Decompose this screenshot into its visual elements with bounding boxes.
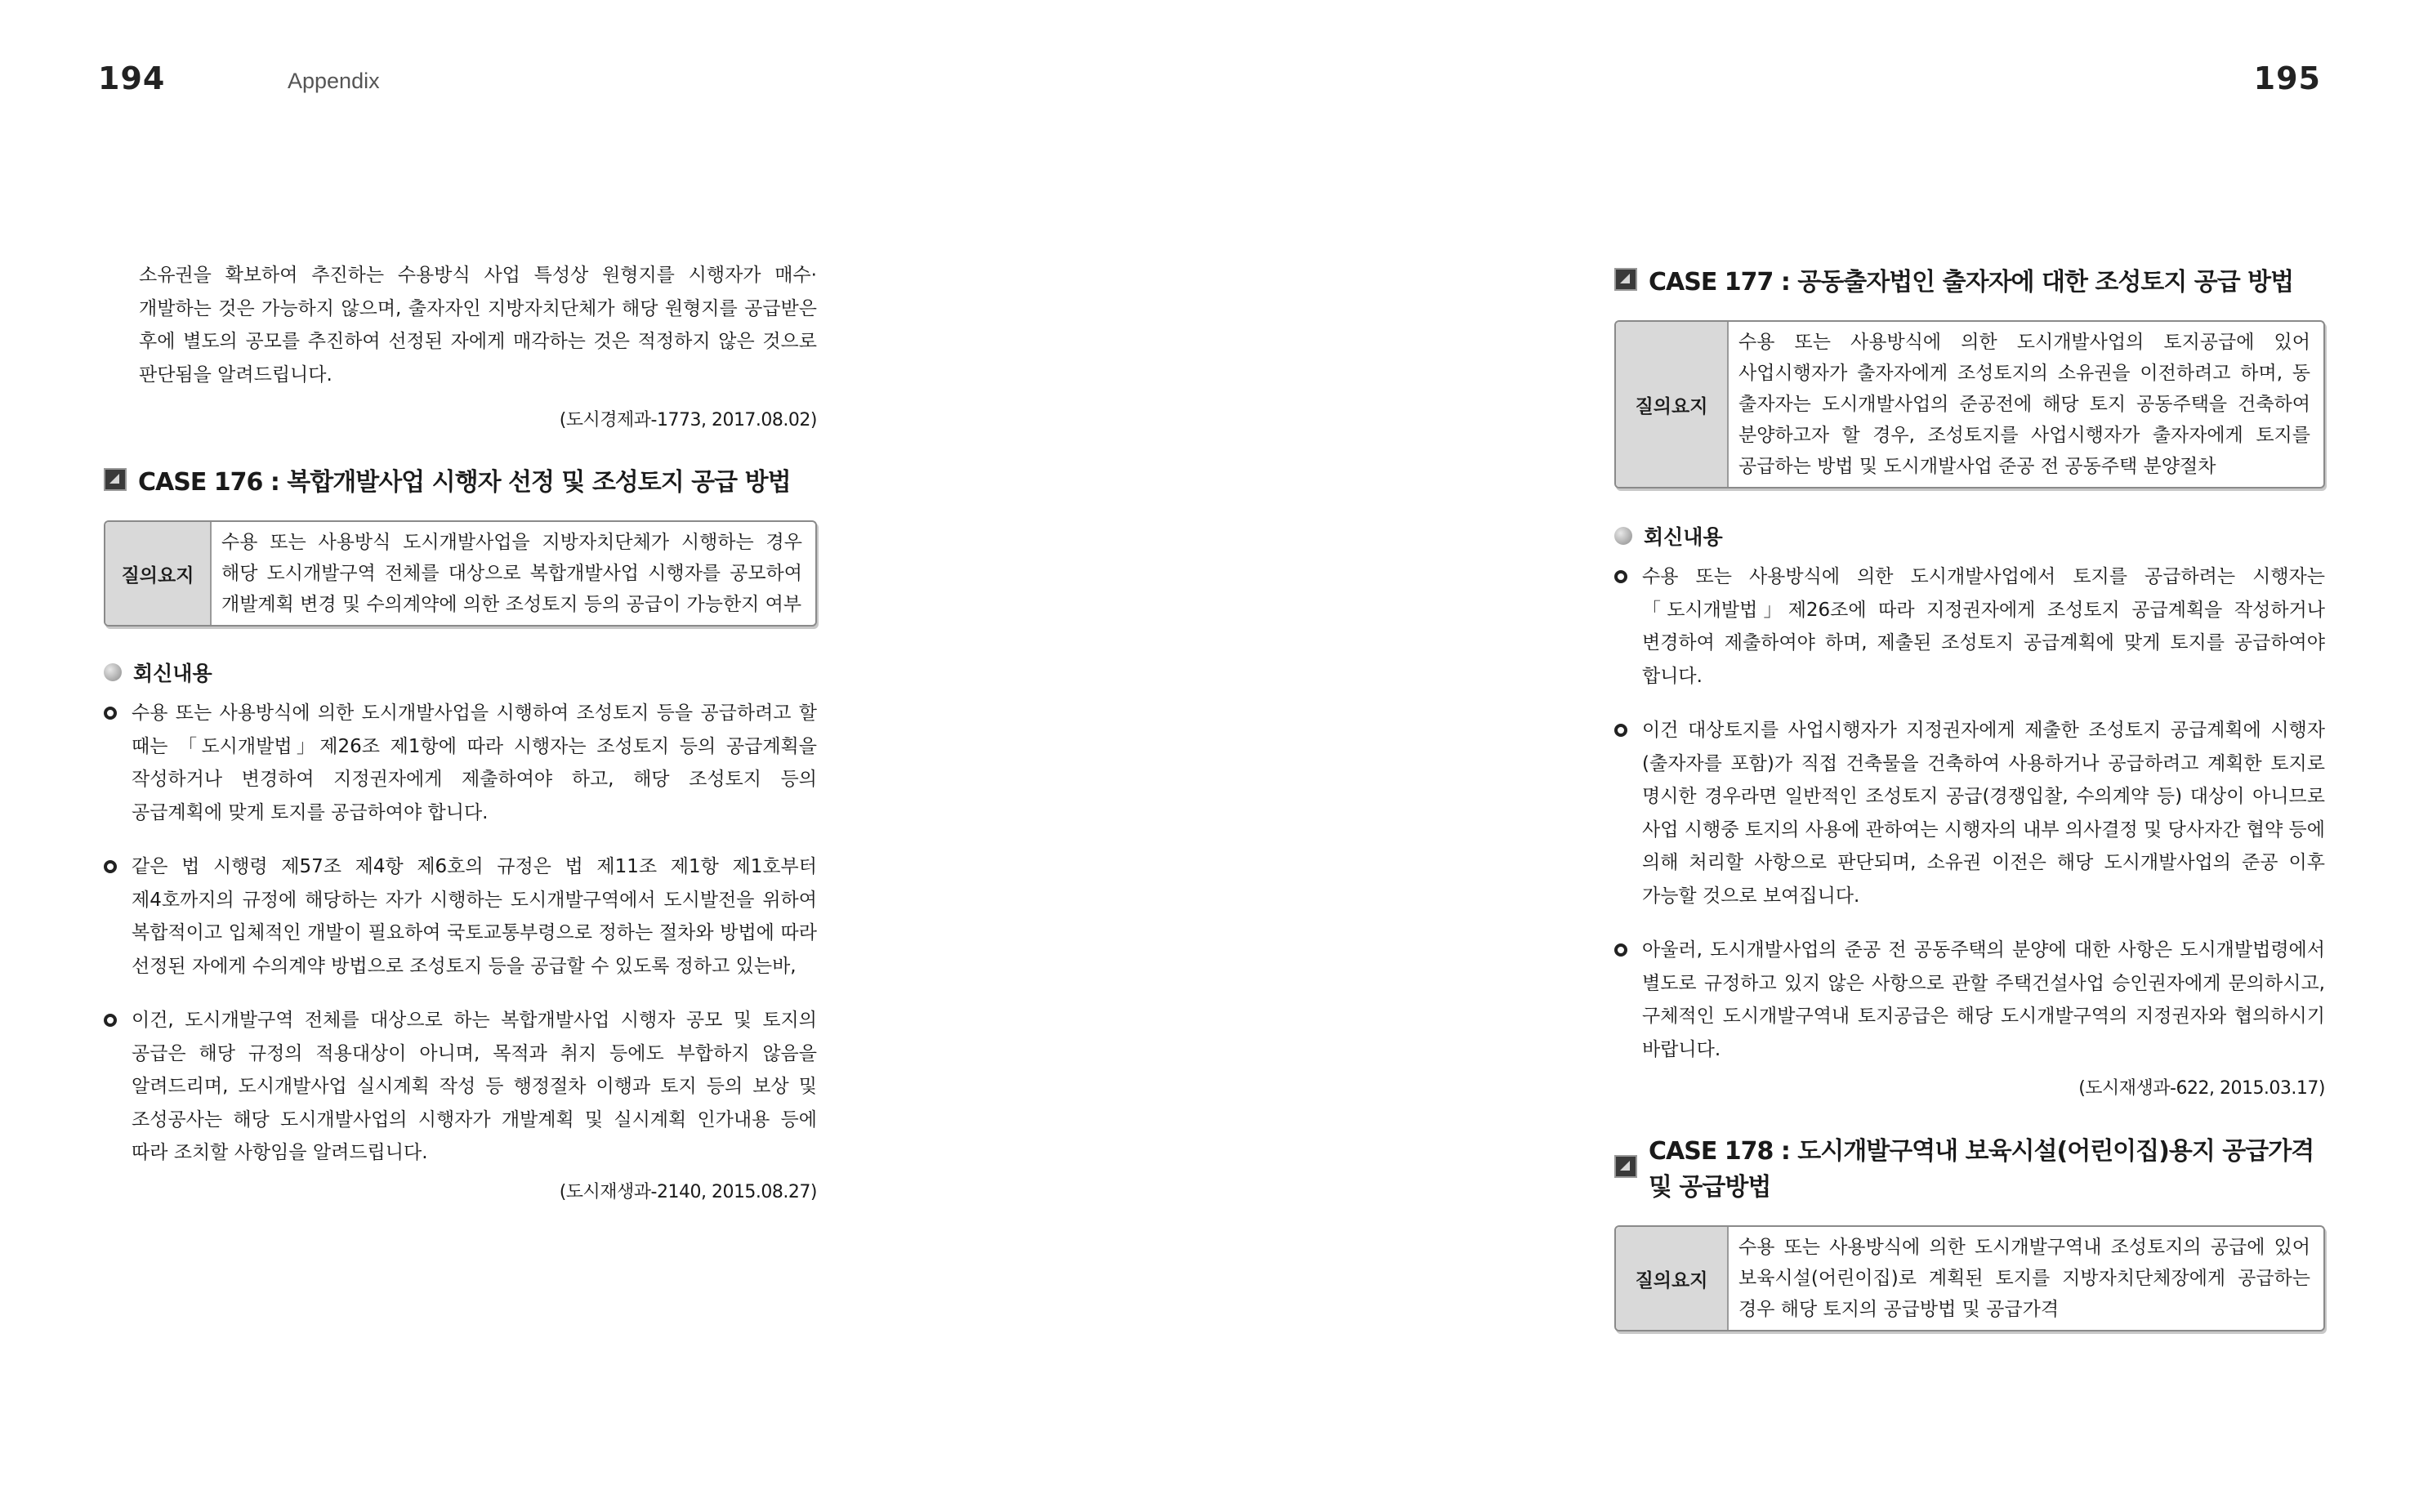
reply-item-text: 수용 또는 사용방식에 의한 도시개발사업에서 토지를 공급하려는 시행자는 「도시개발법」제26조에 따라 지정권자에게 조성토지 공급계획을 작성하거나 변경하여 제출하여야 하며, 제출된 조성토지 공급계획에 맞게 토지를 공급하여야 합니다. [1642, 566, 2325, 687]
query-label: 질의요지 [105, 522, 212, 625]
case-177 [1614, 261, 2325, 1331]
case-title: CASE 177 : 공동출자법인 출자자에 대한 조성토지 공급 방법 [1649, 268, 2294, 297]
case-icon [1614, 268, 1637, 291]
left-page [0, 0, 1209, 1512]
right-page [1209, 0, 2419, 1512]
reply-bullet-icon [104, 663, 122, 681]
case-heading [1614, 1131, 2325, 1202]
continuation-paragraph: 소유권을 확보하여 추진하는 수용방식 사업 특성상 원형지를 시행자가 매수·개발하는 것은 가능하지 않으며, 출자자인 지방자치단체가 해당 원형지를 공급받은 후에 별도의 공모를 추진하여 선정된 자에게 매각하는 것은 적정하지 않은 것으로 판단됨을 알려드립니다. [139, 265, 817, 386]
continuation-block [139, 259, 817, 431]
query-box [104, 520, 817, 627]
reply-item [1614, 934, 2325, 1066]
circle-bullet-icon [104, 707, 117, 720]
citation: (도시재생과-622, 2015.03.17) [2078, 1078, 2325, 1099]
reply-item-text: 같은 법 시행령 제57조 제4항 제6호의 규정은 법 제11조 제1항 제1호부터 제4호까지의 규정에 해당하는 자가 시행하는 도시개발구역에서 도시발전을 위하여 복합적이고 입체적인 개발이 필요하여 국토교통부령으로 정하는 절차와 방법에 따라 선정된 자에게 수의계약 방법으로 조성토지 등을 공급할 수 있도록 정하고 있는바, [132, 856, 817, 977]
reply-item [104, 1004, 817, 1170]
circle-bullet-icon [1614, 943, 1627, 957]
query-box [1614, 1225, 2325, 1331]
query-label: 질의요지 [1616, 1227, 1729, 1330]
citation: (도시재생과-2140, 2015.08.27) [559, 1181, 817, 1202]
reply-item-text: 이건, 도시개발구역 전체를 대상으로 하는 복합개발사업 시행자 공모 및 토지의 공급은 해당 규정의 적용대상이 아니며, 목적과 취지 등에도 부합하지 않음을 알려드리며, 도시개발사업 실시계획 작성 등 행정절차 이행과 토지 등의 보상 및 조성공사는 해당 도시개발사업의 시행자가 개발계획 및 실시계획 인가내용 등에 따라 조치할 사항임을 알려드립니다. [132, 1010, 817, 1163]
page-number: 194 [98, 60, 166, 96]
reply-heading [104, 658, 817, 687]
reply-item [104, 850, 817, 983]
reply-item [1614, 714, 2325, 912]
running-head: Appendix [288, 69, 380, 93]
case-icon [104, 468, 127, 491]
query-label: 질의요지 [1616, 322, 1729, 487]
reply-item-text: 이건 대상토지를 사업시행자가 지정권자에게 제출한 조성토지 공급계획에 시행자(출자자를 포함)가 직접 건축물을 건축하여 사용하거나 공급하려고 계획한 토지로 명시한 경우라면 일반적인 조성토지 공급(경쟁입찰, 수의계약 등) 대상이 아니므로 사업 시행중 토지의 사용에 관하여는 시행자의 내부 의사결정 및 당사자간 협약 등에 의해 처리할 사항으로 판단되며, 소유권 이전은 해당 도시개발사업의 준공 이후 가능할 것으로 보여집니다. [1642, 720, 2325, 907]
reply-bullet-icon [1614, 527, 1632, 545]
circle-bullet-icon [104, 1014, 117, 1027]
reply-item-text: 수용 또는 사용방식에 의한 도시개발사업을 시행하여 조성토지 등을 공급하려고 할 때는 「도시개발법」제26조 제1항에 따라 시행자는 조성토지 등의 공급계획을 작성하거나 변경하여 지정권자에게 제출하여야 하고, 해당 조성토지 등의 공급계획에 맞게 토지를 공급하여야 합니다. [132, 702, 817, 823]
reply-item [104, 697, 817, 829]
case-title: CASE 176 : 복합개발사업 시행자 선정 및 조성토지 공급 방법 [138, 468, 791, 497]
circle-bullet-icon [1614, 570, 1627, 583]
circle-bullet-icon [104, 860, 117, 873]
query-text: 수용 또는 사용방식에 의한 도시개발사업의 토지공급에 있어 사업시행자가 출자자에게 조성토지의 소유권을 이전하려고 하며, 동 출자자는 도시개발사업의 준공전에 해당 토지 공동주택을 건축하여 분양하고자 할 경우, 조성토지를 사업시행자가 출자자에게 토지를 공급하는 방법 및 도시개발사업 준공 전 공동주택 분양절차 [1738, 332, 2310, 477]
citation: (도시경제과-1773, 2017.08.02) [559, 410, 817, 430]
circle-bullet-icon [1614, 724, 1627, 737]
case-icon [1614, 1155, 1637, 1178]
case-title: CASE 178 : 도시개발구역내 보육시설(어린이집)용지 공급가격 및 공급방법 [1649, 1137, 2314, 1202]
reply-item-text: 아울러, 도시개발사업의 준공 전 공동주택의 분양에 대한 사항은 도시개발법령에서 별도로 규정하고 있지 않은 사항으로 관할 주택건설사업 승인권자에게 문의하시고, 구체적인 도시개발구역내 토지공급은 해당 도시개발구역의 지정권자와 협의하시기 바랍니다. [1642, 939, 2325, 1060]
reply-heading [1614, 521, 2325, 551]
case-heading [104, 462, 817, 497]
case-heading [1614, 261, 2325, 297]
reply-heading-label: 회신내용 [1644, 525, 1723, 549]
page-number: 195 [2253, 60, 2321, 96]
reply-item [1614, 560, 2325, 693]
query-text: 수용 또는 사용방식에 의한 도시개발구역내 조성토지의 공급에 있어 보육시설(어린이집)로 계획된 토지를 지방자치단체장에게 공급하는 경우 해당 토지의 공급방법 및 공급가격 [1738, 1237, 2310, 1320]
query-text: 수용 또는 사용방식 도시개발사업을 지방자치단체가 시행하는 경우 해당 도시개발구역 전체를 대상으로 복합개발사업 시행자를 공모하여 개발계획 변경 및 수의계약에 의한 조성토지 등의 공급이 가능한지 여부 [221, 532, 802, 615]
reply-heading-label: 회신내용 [133, 662, 212, 685]
case-176 [104, 462, 817, 1203]
query-box [1614, 320, 2325, 488]
